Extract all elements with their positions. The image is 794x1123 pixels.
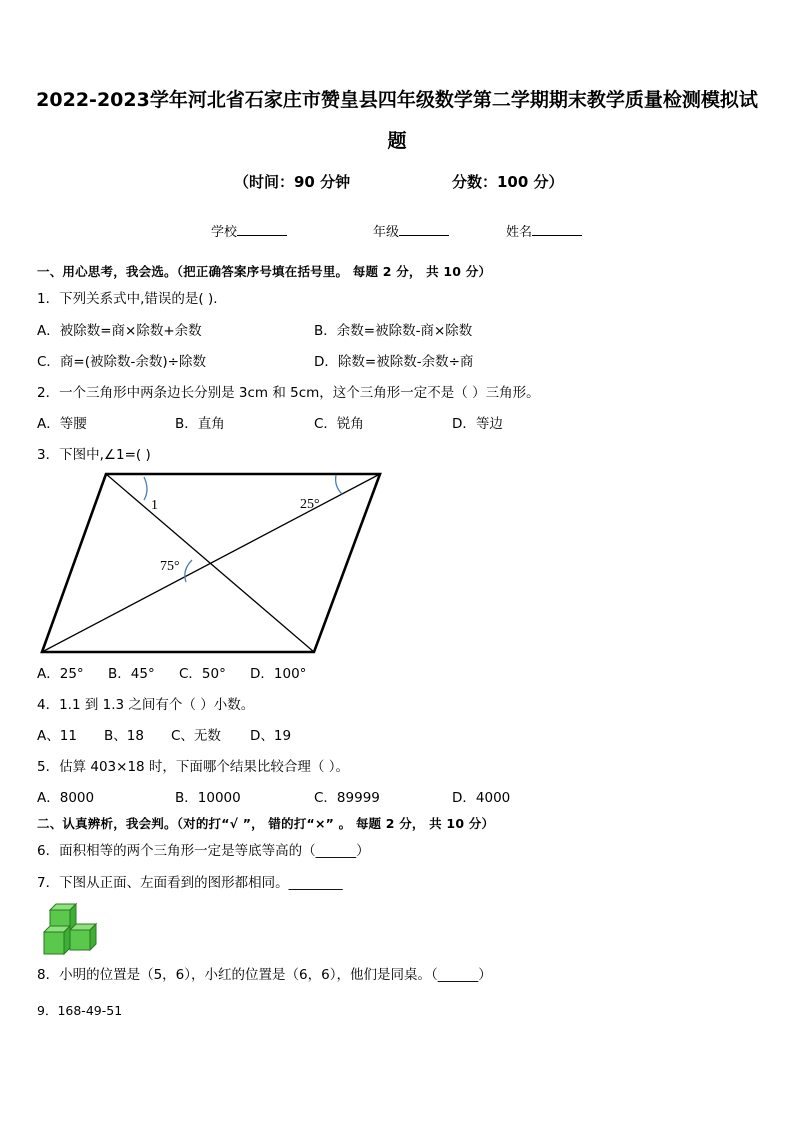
exam-time: （时间：90 分钟 [234, 173, 351, 191]
angle1-arc [144, 477, 147, 500]
angle25-label: 25° [300, 497, 320, 512]
exam-title-line2: 题 [387, 130, 407, 152]
school-blank[interactable] [237, 221, 287, 236]
angle1-label: 1 [151, 498, 158, 513]
exam-score: 分数：100 分） [452, 173, 564, 191]
angle75-label: 75° [160, 559, 180, 574]
grade-blank[interactable] [399, 221, 449, 236]
q5-option-d: D．4000 [452, 790, 511, 806]
cube-figure [40, 900, 104, 956]
q4-option-c: C、无数 [171, 728, 221, 744]
q3-option-a: A．25° [37, 666, 84, 682]
angle25-arc [336, 475, 342, 494]
name-field [506, 221, 582, 244]
q5-option-a: A．8000 [37, 790, 95, 806]
q9-stem: 9．168-49-51 [37, 1003, 123, 1018]
diagonal-2 [42, 474, 380, 652]
q4-option-b: B、18 [104, 728, 144, 744]
q1-option-a: A．被除数=商×除数+余数 [37, 323, 202, 339]
q1-option-d: D．除数=被除数-余数÷商 [314, 354, 474, 370]
q6-stem: 6．面积相等的两个三角形一定是等底等高的（______） [37, 843, 370, 859]
name-blank[interactable] [532, 221, 582, 236]
q4-option-d: D、19 [250, 728, 292, 744]
school-field [211, 221, 287, 244]
q1-option-c: C．商=(被除数-余数)÷除数 [37, 354, 206, 370]
q8-stem: 8．小明的位置是（5，6），小红的位置是（6，6），他们是同桌。（______） [37, 967, 492, 983]
q3-stem: 3．下图中,∠1=( ) [37, 447, 151, 463]
exam-title-line1: 2022-2023学年河北省石家庄市赞皇县四年级数学第二学期期末教学质量检测模拟试 [36, 89, 758, 111]
q4-option-a: A、11 [37, 728, 77, 744]
parallelogram-figure [36, 470, 386, 660]
q2-option-b: B．直角 [175, 416, 225, 432]
q5-stem: 5．估算 403×18 时，下面哪个结果比较合理（ ）。 [37, 759, 349, 775]
q3-option-c: C．50° [179, 666, 226, 682]
section2-heading: 二、认真辨析，我会判。（对的打“√ ”， 错的打“×” 。 每题 2 分， 共 10 分） [37, 816, 495, 831]
q1-option-b: B．余数=被除数-商×除数 [314, 323, 473, 339]
q2-option-d: D．等边 [452, 416, 503, 432]
angle75-arc [185, 560, 192, 582]
q4-stem: 4．1.1 到 1.3 之间有个（ ）小数。 [37, 697, 255, 713]
q5-option-b: B．10000 [175, 790, 241, 806]
q2-option-a: A．等腰 [37, 416, 87, 432]
q7-stem: 7．下图从正面、左面看到的图形都相同。________ [37, 875, 343, 891]
school-label: 学校 [211, 225, 238, 240]
q2-option-c: C．锐角 [314, 416, 364, 432]
q3-option-d: D．100° [250, 666, 307, 682]
q1-stem: 1．下列关系式中,错误的是( ). [37, 291, 218, 307]
cube-stack [44, 904, 96, 954]
grade-field [373, 221, 449, 244]
q5-option-c: C．89999 [314, 790, 380, 806]
q2-stem: 2．一个三角形中两条边长分别是 3cm 和 5cm，这个三角形一定不是（ ）三角形。 [37, 385, 540, 401]
grade-label: 年级 [373, 225, 400, 240]
section1-heading: 一、用心思考，我会选。（把正确答案序号填在括号里。 每题 2 分， 共 10 分） [37, 264, 492, 279]
name-label: 姓名 [506, 225, 533, 240]
q3-option-b: B．45° [108, 666, 155, 682]
